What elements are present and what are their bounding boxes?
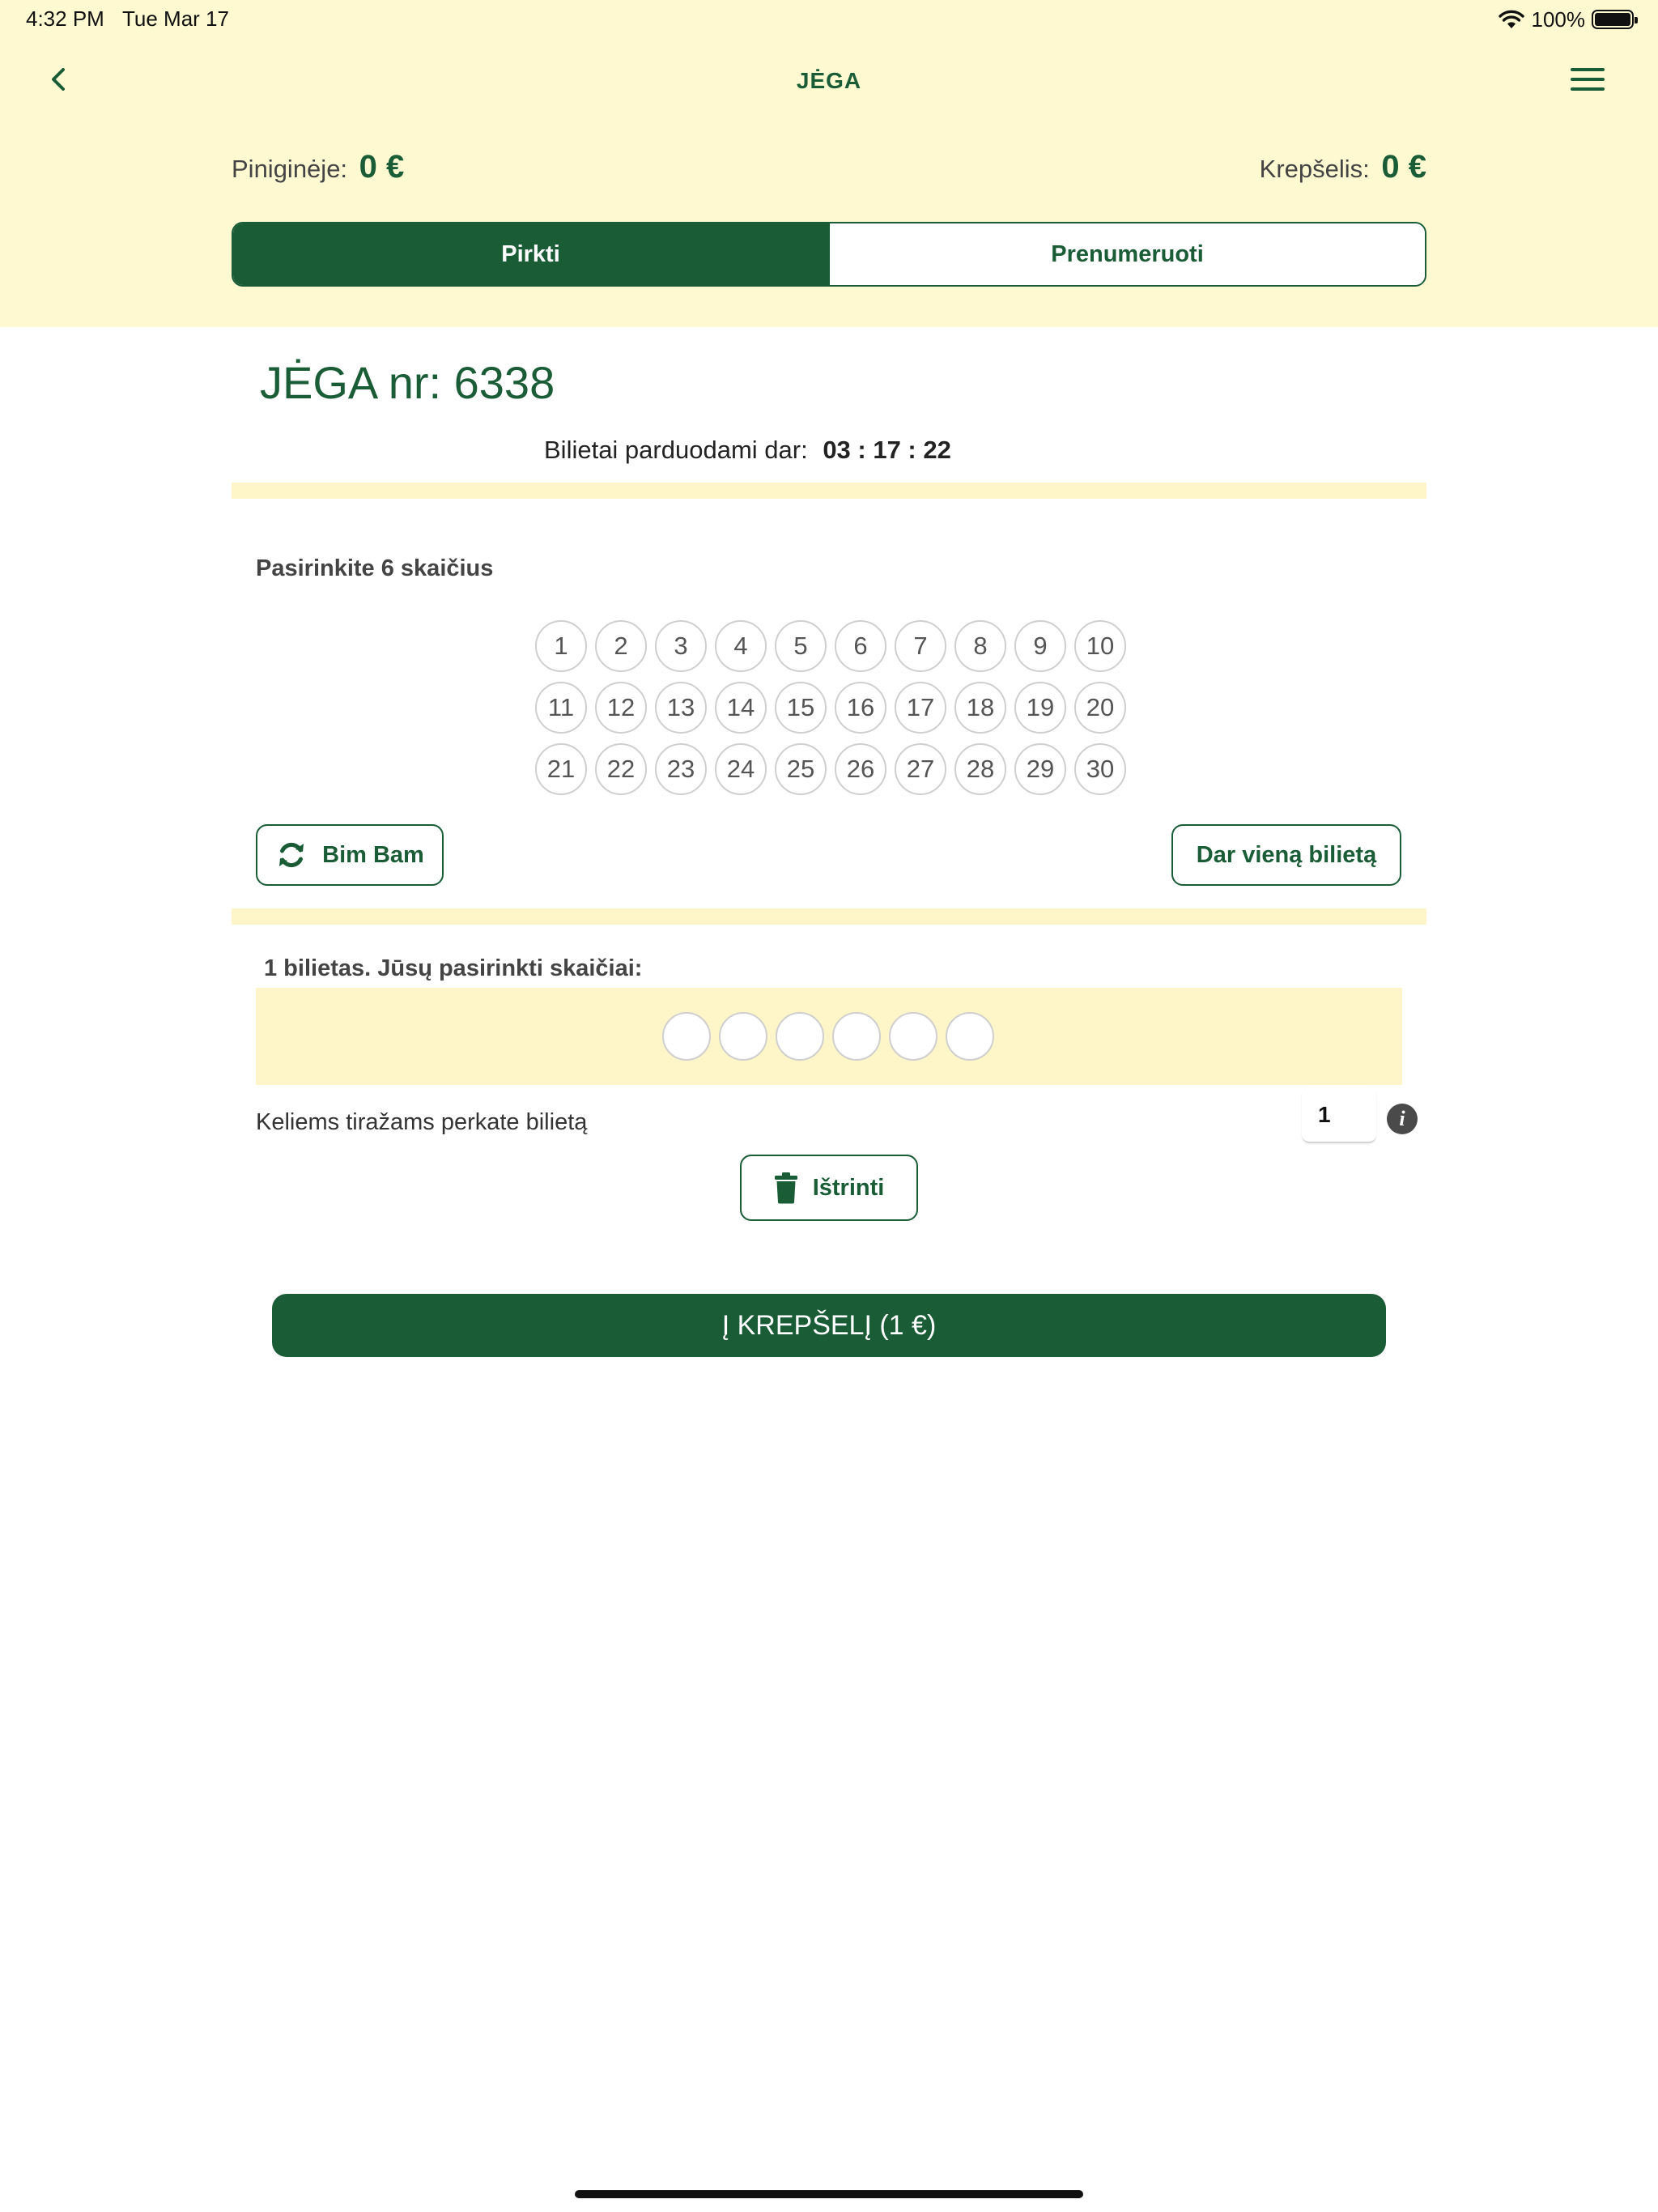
status-bar [0, 0, 1658, 37]
add-to-cart-button[interactable]: Į KREPŠELĮ (1 €) [272, 1294, 1386, 1357]
number-ball[interactable]: 22 [595, 743, 647, 795]
wallet-balance [232, 149, 404, 185]
countdown-value: 03 : 17 : 22 [823, 436, 951, 464]
number-ball[interactable]: 10 [1074, 620, 1126, 672]
number-ball[interactable]: 28 [954, 743, 1006, 795]
draws-count-label: Keliems tiražams perkate bilietą [256, 1109, 588, 1135]
battery-percentage: 100% [1531, 6, 1585, 32]
number-ball[interactable]: 6 [835, 620, 886, 672]
tab-subscribe[interactable]: Prenumeruoti [828, 223, 1425, 285]
number-ball[interactable]: 25 [775, 743, 827, 795]
number-ball[interactable]: 20 [1074, 682, 1126, 734]
number-ball[interactable]: 4 [715, 620, 767, 672]
number-ball[interactable]: 7 [895, 620, 946, 672]
number-grid [535, 620, 1128, 795]
number-ball[interactable]: 2 [595, 620, 647, 672]
number-ball[interactable]: 12 [595, 682, 647, 734]
draws-count-input[interactable] [1302, 1088, 1376, 1143]
status-date: Tue Mar 17 [122, 6, 229, 31]
selected-number-slot [776, 1012, 824, 1061]
battery-icon [1592, 10, 1634, 29]
add-another-ticket-button[interactable]: Dar vieną bilietą [1171, 824, 1401, 886]
home-indicator[interactable] [575, 2190, 1083, 2198]
delete-ticket-label: Ištrinti [812, 1174, 885, 1201]
random-pick-button[interactable] [256, 824, 444, 886]
game-title: JĖGA nr: 6338 [260, 357, 555, 408]
hamburger-menu-icon[interactable] [1571, 65, 1606, 94]
number-ball[interactable]: 11 [535, 682, 587, 734]
number-ball[interactable]: 24 [715, 743, 767, 795]
number-ball[interactable]: 13 [655, 682, 707, 734]
selected-number-slot [946, 1012, 994, 1061]
wallet-value: 0 € [359, 149, 405, 185]
number-ball[interactable]: 8 [954, 620, 1006, 672]
section-divider [232, 483, 1426, 499]
sales-countdown [544, 436, 951, 465]
choose-numbers-label: Pasirinkite 6 skaičius [256, 555, 494, 581]
number-ball[interactable]: 18 [954, 682, 1006, 734]
number-ball[interactable]: 9 [1014, 620, 1066, 672]
number-ball[interactable]: 17 [895, 682, 946, 734]
number-ball[interactable]: 15 [775, 682, 827, 734]
number-ball[interactable]: 3 [655, 620, 707, 672]
selected-number-slot [662, 1012, 711, 1061]
number-ball[interactable]: 26 [835, 743, 886, 795]
status-time: 4:32 PM [26, 6, 104, 31]
status-indicators [1498, 6, 1635, 32]
number-ball[interactable]: 1 [535, 620, 587, 672]
trash-icon [774, 1172, 798, 1204]
cart-label: Krepšelis: [1259, 155, 1370, 183]
selected-number-slot [832, 1012, 881, 1061]
delete-ticket-button[interactable] [740, 1155, 918, 1221]
number-ball[interactable]: 14 [715, 682, 767, 734]
number-ball[interactable]: 23 [655, 743, 707, 795]
cart-total [1260, 149, 1426, 185]
ticket-label: 1 bilietas. Jūsų pasirinkti skaičiai: [264, 955, 643, 981]
page-title: JĖGA [796, 68, 862, 93]
number-ball[interactable]: 16 [835, 682, 886, 734]
refresh-icon [275, 839, 308, 871]
number-ball[interactable]: 30 [1074, 743, 1126, 795]
wallet-label: Piniginėje: [232, 155, 348, 183]
section-divider [232, 908, 1426, 925]
countdown-label: Bilietai parduodami dar: [544, 436, 808, 464]
purchase-mode-segmented-control [232, 222, 1426, 287]
number-ball[interactable]: 21 [535, 743, 587, 795]
random-pick-label: Bim Bam [322, 841, 424, 868]
number-ball[interactable]: 5 [775, 620, 827, 672]
number-ball[interactable]: 27 [895, 743, 946, 795]
wifi-icon [1498, 9, 1525, 30]
selected-numbers [662, 1012, 994, 1061]
cart-value: 0 € [1381, 149, 1426, 185]
number-ball[interactable]: 29 [1014, 743, 1066, 795]
selected-number-slot [889, 1012, 937, 1061]
selected-number-slot [719, 1012, 767, 1061]
number-ball[interactable]: 19 [1014, 682, 1066, 734]
info-icon[interactable]: i [1387, 1104, 1418, 1134]
tab-buy[interactable]: Pirkti [233, 223, 828, 285]
